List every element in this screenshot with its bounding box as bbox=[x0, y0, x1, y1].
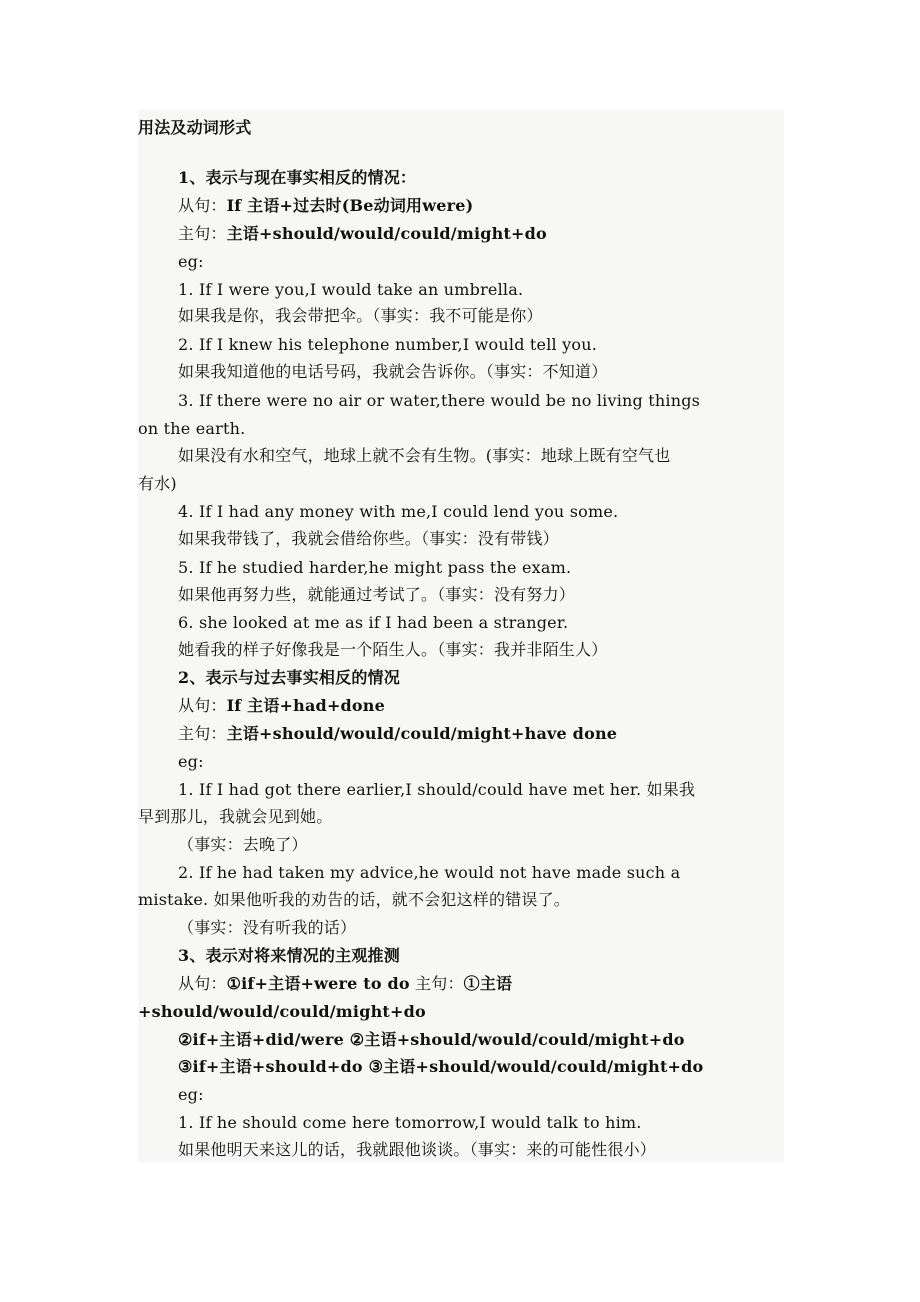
section-1-clause bbox=[178, 196, 473, 216]
section-2-clause bbox=[178, 696, 385, 716]
example-line: 4. If I had any money with me,I could lend you some. bbox=[178, 502, 619, 521]
example-line: （事实：没有听我的话） bbox=[178, 918, 357, 937]
document-title: 用法及动词形式 bbox=[138, 118, 252, 137]
main-formula: 主语+should/would/could/might+do bbox=[226, 224, 547, 243]
main-label: 主句： bbox=[178, 724, 227, 743]
example-line: 5. If he studied harder,he might pass the exam. bbox=[178, 558, 572, 577]
formula-line: ③if+主语+should+do ③主语+should/would/could/might+do bbox=[178, 1057, 704, 1076]
example-line: 她看我的样子好像我是一个陌生人。（事实：我并非陌生人） bbox=[178, 640, 608, 659]
formula-line: ②if+主语+did/were ②主语+should/would/could/might+do bbox=[178, 1030, 685, 1049]
section-2-main bbox=[178, 724, 617, 744]
example-line: 如果他再努力些，就能通过考试了。（事实：没有努力） bbox=[178, 585, 576, 604]
example-line: 2. If he had taken my advice,he would not have made such a bbox=[178, 863, 681, 882]
main-formula: ①主语 bbox=[463, 974, 513, 993]
section-2-heading: 2、表示与过去事实相反的情况 bbox=[178, 668, 400, 687]
main-label: 主句： bbox=[178, 224, 227, 243]
example-line: 如果他明天来这儿的话，我就跟他谈谈。（事实：来的可能性很小） bbox=[178, 1140, 657, 1159]
example-line: mistake. 如果他听我的劝告的话，就不会犯这样的错误了。 bbox=[138, 890, 571, 909]
example-line: （事实：去晚了） bbox=[178, 835, 308, 854]
example-line: on the earth. bbox=[138, 419, 246, 438]
example-line: 1. If I were you,I would take an umbrella. bbox=[178, 280, 524, 299]
example-line: 如果我是你，我会带把伞。（事实：我不可能是你） bbox=[178, 306, 543, 325]
clause-formula: ①if+主语+were to do bbox=[226, 974, 410, 993]
example-line: 如果我带钱了，我就会借给你些。（事实：没有带钱） bbox=[178, 529, 559, 548]
clause-label: 从句： bbox=[178, 196, 227, 215]
example-line: 早到那儿，我就会见到她。 bbox=[138, 807, 333, 826]
section-3-eg: eg: bbox=[178, 1085, 204, 1104]
example-line: 6. she looked at me as if I had been a stranger. bbox=[178, 613, 569, 632]
section-1-eg: eg: bbox=[178, 252, 204, 271]
section-1-heading: 1、表示与现在事实相反的情况： bbox=[178, 168, 417, 187]
example-line: 3. If there were no air or water,there would be no living things bbox=[178, 391, 701, 410]
clause-formula: If 主语+过去时(Be动词用were) bbox=[226, 196, 474, 215]
section-2-eg: eg: bbox=[178, 752, 204, 771]
main-formula: 主语+should/would/could/might+have done bbox=[226, 724, 618, 743]
section-3-heading: 3、表示对将来情况的主观推测 bbox=[178, 946, 400, 965]
clause-label: 从句： bbox=[178, 974, 227, 993]
example-line: 2. If I knew his telephone number,I would tell you. bbox=[178, 335, 598, 354]
example-line: 1. If he should come here tomorrow,I would talk to him. bbox=[178, 1113, 642, 1132]
clause-formula: If 主语+had+done bbox=[226, 696, 386, 715]
example-line: 如果没有水和空气，地球上就不会有生物。(事实：地球上既有空气也 bbox=[178, 446, 671, 465]
example-line: 1. If I had got there earlier,I should/could have met her. 如果我 bbox=[178, 780, 696, 799]
section-1-main bbox=[178, 224, 547, 244]
example-line: 有水) bbox=[138, 474, 177, 493]
formula-line: +should/would/could/might+do bbox=[138, 1002, 426, 1021]
clause-label: 从句： bbox=[178, 696, 227, 715]
section-3-clause bbox=[178, 974, 512, 994]
example-line: 如果我知道他的电话号码，我就会告诉你。（事实：不知道） bbox=[178, 362, 608, 381]
main-label: 主句： bbox=[409, 974, 464, 993]
